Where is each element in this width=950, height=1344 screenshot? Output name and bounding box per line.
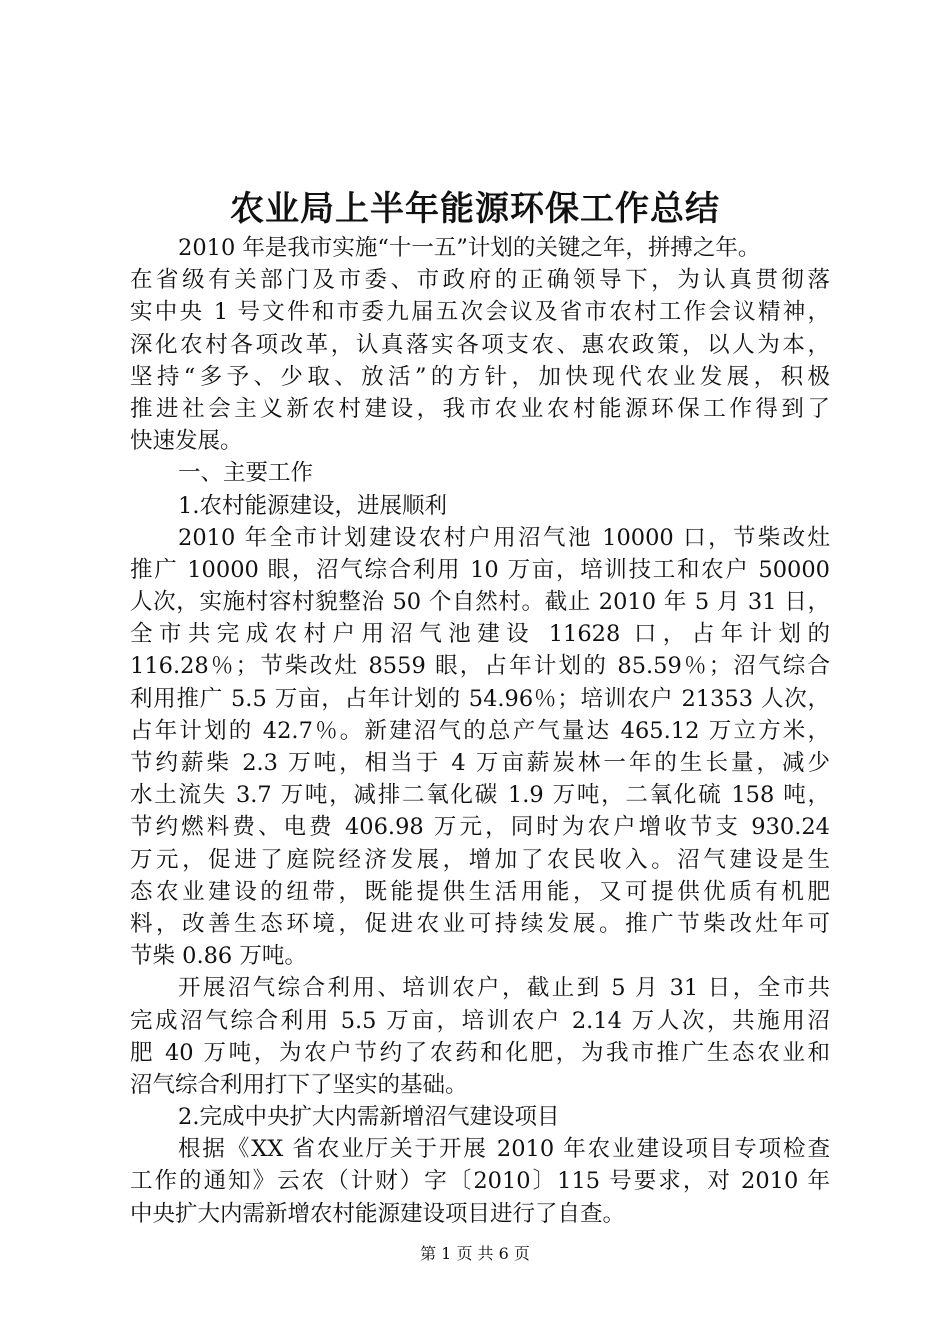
paragraph-line: 水土流失 3.7 万吨，减排二氧化碳 1.9 万吨，二氧化硫 158 吨， [130,782,830,809]
paragraph-line: 深化农村各项改革，认真落实各项支农、惠农政策，以人为本， [130,331,830,358]
paragraph-line: 态农业建设的纽带，既能提供生活用能，又可提供优质有机肥 [130,878,830,905]
document-body [130,232,830,1230]
paragraph-line: 2010 年全市计划建设农村户用沼气池 10000 口，节柴改灶 [178,524,830,551]
subsection-heading: 2.完成中央扩大内需新增沼气建设项目 [178,1104,560,1131]
document-title: 农业局上半年能源环保工作总结 [230,189,720,229]
subsection-heading: 1.农村能源建设，进展顺利 [178,492,447,519]
paragraph-line: 人次，实施村容村貌整治 50 个自然村。截止 2010 年 5 月 31 日， [130,589,830,616]
paragraph-line: 节柴 0.86 万吨。 [130,943,307,970]
paragraph-line: 坚持“多予、少取、放活”的方针，加快现代农业发展，积极 [130,363,830,390]
paragraph-line: 根据《XX 省农业厅关于开展 2010 年农业建设项目专项检查 [178,1136,830,1163]
paragraph-line: 快速发展。 [130,428,243,455]
section-heading: 一、主要工作 [178,460,314,487]
paragraph-line: 116.28％；节柴改灶 8559 眼，占年计划的 85.59％；沼气综合 [130,653,830,680]
paragraph-line: 全市共完成农村户用沼气池建设 11628 口，占年计划的 [130,621,830,648]
paragraph-line: 利用推广 5.5 万亩，占年计划的 54.96％；培训农户 21353 人次， [130,685,830,712]
paragraph-line: 2010 年是我市实施“十一五”计划的关键之年，拼搏之年。 [178,235,761,261]
paragraph-line: 占年计划的 42.7％。新建沼气的总产气量达 465.12 万立方米， [130,717,830,744]
paragraph-line: 开展沼气综合利用、培训农户，截止到 5 月 31 日，全市共 [178,975,830,1002]
paragraph-line: 沼气综合利用打下了坚实的基础。 [130,1071,468,1098]
paragraph-line: 在省级有关部门及市委、市政府的正确领导下，为认真贯彻落 [130,267,830,294]
paragraph-line: 节约燃料费、电费 406.98 万元，同时为农户增收节支 930.24 [130,814,830,841]
paragraph-line: 推进社会主义新农村建设，我市农业农村能源环保工作得到了 [130,395,830,422]
paragraph-line: 推广 10000 眼，沼气综合利用 10 万亩，培训技工和农户 50000 [130,556,830,583]
paragraph-line: 完成沼气综合利用 5.5 万亩，培训农户 2.14 万人次，共施用沼 [130,1007,830,1034]
paragraph-line: 节约薪柴 2.3 万吨，相当于 4 万亩薪炭林一年的生长量，减少 [130,750,830,776]
paragraph-line: 实中央 1 号文件和市委九届五次会议及省市农村工作会议精神， [130,299,830,326]
paragraph-line: 肥 40 万吨，为农户节约了农药和化肥，为我市推广生态农业和 [130,1039,830,1066]
paragraph-line: 中央扩大内需新增农村能源建设项目进行了自查。 [130,1200,626,1227]
paragraph-line: 万元，促进了庭院经济发展，增加了农民收入。沼气建设是生 [130,846,830,873]
page-footer: 第 1 页 共 6 页 [420,1244,530,1263]
paragraph-line: 工作的通知》云农（计财）字〔2010〕115 号要求，对 2010 年 [130,1168,830,1195]
paragraph-line: 料，改善生态环境，促进农业可持续发展。推广节柴改灶年可 [130,910,830,937]
